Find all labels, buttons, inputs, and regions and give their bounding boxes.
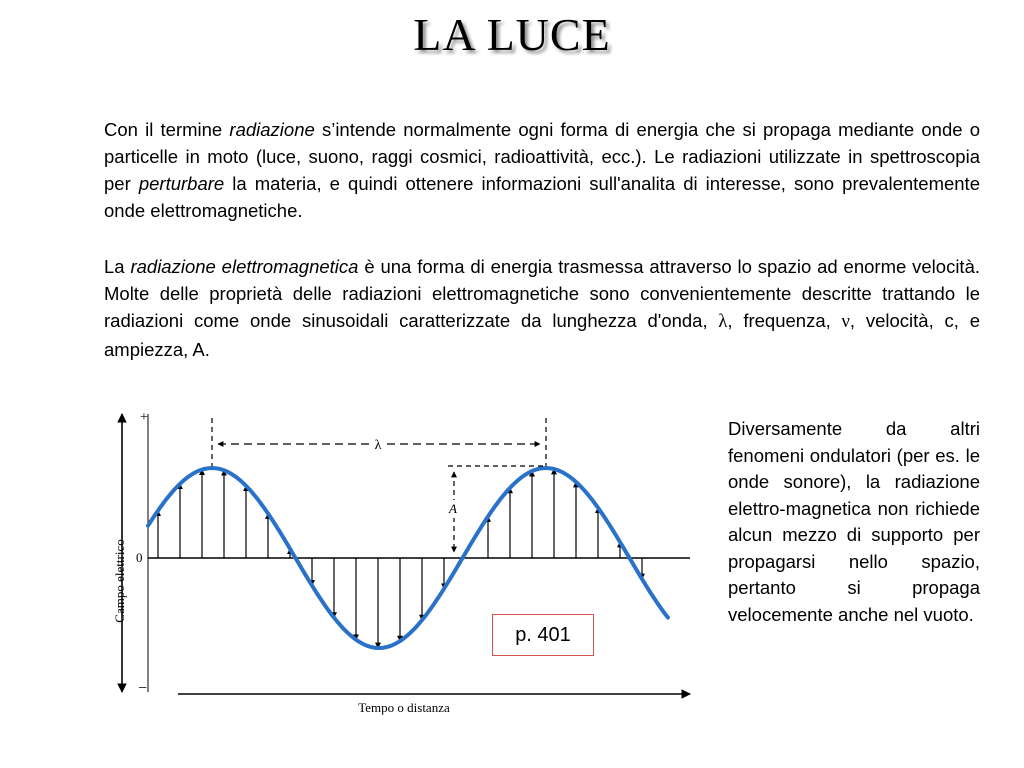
y-plus-sign: + bbox=[140, 410, 148, 425]
p2-text-2: è una forma di energia trasmessa attraverso lo spazio ad enorme velocità. Molte delle proprietà delle radiazioni elettromagnetiche sono convenientemente descritte trattando le radiazioni come onde sinusoidali caratterizzate da lunghezza d'onda, bbox=[104, 256, 980, 331]
p1-term-perturbare: perturbare bbox=[138, 173, 225, 194]
p1-text-2: s’intende normalmente ogni forma di energia che si propaga mediante onde o particelle in moto (luce, suono, raggi cosmici, radioattività, ecc.). Le radiazioni utilizzate in spettroscopia per bbox=[104, 119, 981, 194]
lambda-diagram-label: λ bbox=[374, 438, 382, 453]
lambda-symbol: λ bbox=[718, 312, 728, 332]
p2-text-3: , frequenza, bbox=[727, 310, 842, 331]
p2-text-1: La bbox=[104, 256, 131, 277]
y-axis-label: Campo elettrico bbox=[112, 539, 127, 623]
y-minus-sign: − bbox=[138, 680, 148, 697]
x-axis-label: Tempo o distanza bbox=[358, 700, 450, 715]
p2-text-4: , velocità, c, e ampiezza, A. bbox=[104, 310, 980, 360]
p2-term-em-radiation: radiazione elettromagnetica bbox=[130, 256, 359, 277]
p1-text-3: la materia, e quindi ottenere informazioni sull'analita di interesse, sono prevalentemente onde elettromagnetiche. bbox=[104, 173, 980, 221]
amplitude-label: A bbox=[449, 501, 457, 516]
p1-term-radiazione: radiazione bbox=[229, 119, 315, 140]
slide-title: LA LUCE bbox=[413, 9, 611, 60]
em-radiation-paragraph bbox=[104, 253, 980, 363]
intro-paragraph bbox=[104, 116, 980, 224]
side-paragraph: Diversamente da altri fenomeni ondulatori (per es. le onde sonore), la radiazione elettro-magnetica non richiede alcun mezzo di supporto per propagarsi nello spazio, pertanto si propaga velocemente anche nel vuoto. bbox=[728, 418, 980, 625]
nu-symbol: ν bbox=[841, 312, 850, 332]
p1-text-1: Con il termine bbox=[104, 119, 230, 140]
sine-wave-diagram bbox=[108, 396, 708, 718]
page-reference-box: p. 401 bbox=[492, 614, 594, 656]
y-zero-label: 0 bbox=[136, 550, 143, 565]
